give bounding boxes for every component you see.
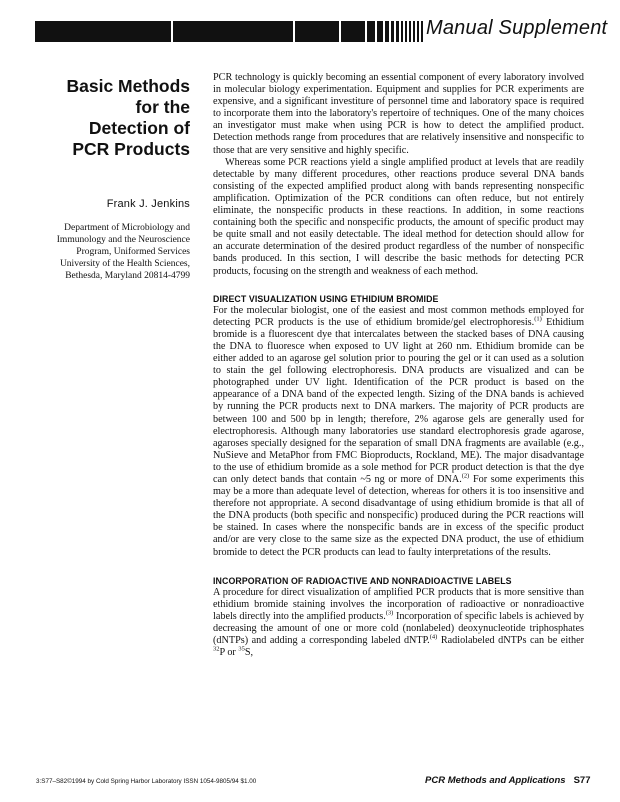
section-title: Manual Supplement bbox=[426, 17, 608, 39]
citation-ref: (1) bbox=[534, 315, 542, 323]
text-run: S, bbox=[244, 647, 254, 659]
header-stripes bbox=[367, 21, 423, 42]
body-paragraph bbox=[213, 587, 584, 660]
footer-journal-page bbox=[425, 775, 590, 786]
text-run: For some experiments this may be a more than adequate level of detection, whereas for others it is too insensitive and therefore not appropriate. A second disadvantage of using ethidium bromide is that all of the DNA products (both specific and nonspecific) produced during the PCR reactions will be stained. In cases where the nonspecific bands are in excess of the specific product and/or are very close to the same size as the expected DNA product, the use of ethidium bromide to detect the PCR products can lead to faulty interpretations of the results. bbox=[213, 474, 584, 558]
footer-citation: 3:S77–S82©1994 by Cold Spring Harbor Laboratory ISSN 1054-9805/94 $1.00 bbox=[36, 778, 257, 785]
title-line: PCR Products bbox=[72, 139, 190, 159]
affiliation-line: Department of Microbiology and bbox=[64, 223, 190, 233]
page-number: S77 bbox=[573, 775, 591, 786]
citation-ref: (2) bbox=[461, 472, 470, 480]
body-paragraph bbox=[213, 305, 584, 559]
article-body bbox=[213, 72, 584, 659]
header-bar-gap bbox=[293, 21, 295, 42]
section-heading: INCORPORATION OF RADIOACTIVE AND NONRADIOACTIVE LABELS bbox=[213, 575, 512, 586]
author-affiliation bbox=[20, 222, 190, 282]
affiliation-line: Program, Uniformed Services bbox=[76, 247, 190, 257]
body-paragraph: PCR technology is quickly becoming an essential component of every laboratory involved in molecular biology experimentation. Equipment and supplies for PCR experiments are expensive, and a significant investiture of personnel time and laboratory space is required to incorporate them into the laboratory's repertoire of techniques. One of the many choices an investigator must make when using PCR is how to detect the amplified product. Detection methods range from procedures that are relatively insensitive and nonspecific to those that are very sensitive and highly specific. bbox=[213, 72, 584, 156]
article-sidebar bbox=[20, 76, 190, 282]
affiliation-line: Bethesda, Maryland 20814-4799 bbox=[65, 271, 190, 281]
journal-name: PCR Methods and Applications bbox=[425, 775, 566, 786]
text-run: Incorporation of specific labels is achieved by decreasing the amount of one or more cold (nonlabeled) deoxynucleotide triphosphates (dNTPs) and adding a corresponding labeled dNTP. bbox=[213, 610, 584, 647]
title-line: Basic Methods bbox=[66, 76, 190, 96]
citation-ref: (4) bbox=[429, 633, 438, 641]
isotope-mass: 32 bbox=[213, 645, 220, 653]
affiliation-line: Immunology and the Neuroscience bbox=[56, 235, 190, 245]
title-line: for the bbox=[135, 97, 190, 117]
body-paragraph: Whereas some PCR reactions yield a single amplified product at levels that are readily detectable by many different procedures, other reactions produce several DNA bands consisting of the expected amplified product along with bands representing nonspecific amplification. Optimization of the PCR conditions can often reduce, but not entirely eliminate, the nonspecific products in these reactions. In addition, in some reactions containing both the specific and nonspecific products, the amount of specific product may be quite small and not easily detectable. The ideal method for detection should allow for an accurate determination of the desired product regardless of the number of nonspecific bands produced. In this section, I will describe the basic methods for detecting PCR products, focusing on the strength and weakness of each method. bbox=[213, 156, 584, 277]
text-run: P or bbox=[219, 647, 239, 659]
title-line: Detection of bbox=[88, 118, 190, 138]
section-heading: DIRECT VISUALIZATION USING ETHIDIUM BROMIDE bbox=[213, 293, 439, 304]
article-title bbox=[20, 76, 190, 160]
text-run: For the molecular biologist, one of the easiest and most common methods employed for detecting PCR products is the use of ethidium bromide/gel electrophoresis. bbox=[213, 304, 584, 328]
header-black-bar bbox=[35, 21, 365, 42]
isotope-mass: 35 bbox=[238, 645, 245, 653]
author-name: Frank J. Jenkins bbox=[106, 198, 190, 210]
affiliation-line: University of the Health Sciences, bbox=[59, 259, 190, 269]
header-bar-gap bbox=[171, 21, 173, 42]
text-run: A procedure for direct visualization of amplified PCR products that is more sensitive than ethidium bromide staining involves the incorporation of radioactive or nonradioactive labels directly into the amplified products. bbox=[213, 586, 584, 622]
text-run: Radiolabeled dNTPs can be either bbox=[437, 635, 584, 647]
text-run: Ethidium bromide is a fluorescent dye that intercalates between the stacked bases of DNA causing the DNA to fluoresce when exposed to UV light at 260 nm. Ethidium bromide can be either added to an agarose gel solution prior to pouring the gel or it can used as a solution to stain the gel following electrophoresis. DNA products are visualized and can be photographed under UV light. Identification of the PCR product is based on the appearance of a DNA band of the expected length. Sizing of the DNA bands is achieved by running the PCR products next to DNA markers. The majority of PCR products are between 100 and 500 bp in length; therefore, 2% agarose gels are generally used for electrophoresis. Although many laboratories use standard electrophoresis grade agarose, agaroses specially designed for the separation of small DNA fragments are available (e.g., NuSieve and MetaPhor from FMC Bioproducts, Rockland, ME). The major disadvantage to the use of ethidium bromide as a sole method for PCR product detection is that the dye can only detect bands that contain ~5 ng or more of DNA. bbox=[213, 316, 584, 485]
header-bar-gap bbox=[339, 21, 341, 42]
citation-ref: (3) bbox=[385, 609, 394, 617]
